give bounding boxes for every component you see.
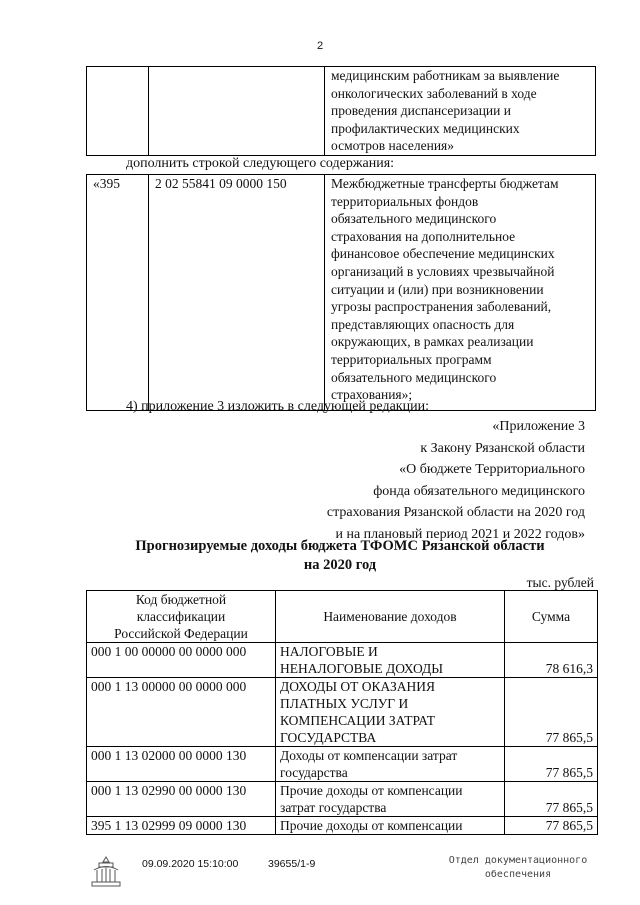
appendix-header <box>327 416 585 545</box>
cell-line: ситуации и (или) при возникновении <box>331 281 544 297</box>
cell-sum: 77 865,5 <box>505 817 598 835</box>
footer-dept-line: Отдел документационного <box>448 855 588 866</box>
table-row <box>87 678 598 747</box>
cell-line: осмотров населения» <box>331 138 455 154</box>
header-line: Код бюджетной <box>135 592 227 607</box>
section-heading <box>0 537 640 575</box>
table-row <box>87 782 598 817</box>
appendix-line: «Приложение 3 <box>492 419 585 434</box>
cell-name <box>276 782 505 817</box>
cell-sum: 78 616,3 <box>505 643 598 678</box>
table-cell <box>325 67 596 156</box>
appendix-line: «О бюджете Территориального <box>399 462 585 477</box>
emblem-icon <box>88 854 124 888</box>
cell-line: КОМПЕНСАЦИИ ЗАТРАТ <box>280 713 436 728</box>
cell-line: ПЛАТНЫХ УСЛУГ И <box>280 696 409 711</box>
cell-code: 000 1 00 00000 00 0000 000 <box>87 643 276 678</box>
table-row <box>87 817 598 835</box>
cell-line: страхования на дополнительное <box>331 228 516 244</box>
insert-note: дополнить строкой следующего содержания: <box>126 156 395 171</box>
footer-doc-number: 39655/1-9 <box>268 858 316 870</box>
footer-date: 09.09.2020 15:10:00 <box>142 858 239 870</box>
cell-line: организаций в условиях чрезвычайной <box>331 263 555 279</box>
cell-name <box>276 643 505 678</box>
cell-line: онкологических заболеваний в ходе <box>331 85 537 101</box>
cell-line: профилактических медицинских <box>331 120 520 136</box>
cell-line: представляющих опасность для <box>331 316 515 332</box>
cell-line: территориальных фондов <box>331 193 479 209</box>
footer-department <box>438 854 598 882</box>
cell-line: Доходы от компенсации затрат <box>280 748 458 763</box>
cell-line: проведения диспансеризации и <box>331 103 511 119</box>
units-label: тыс. рублей <box>526 575 594 590</box>
cell-sum: 77 865,5 <box>505 782 598 817</box>
heading-line: Прогнозируемые доходы бюджета ТФОМС Рязанской области <box>135 538 545 554</box>
cell-line: обязательного медицинского <box>331 211 497 227</box>
cell-code: 000 1 13 02990 00 0000 130 <box>87 782 276 817</box>
cell-line: Прочие доходы от компенсации <box>280 783 463 798</box>
cell-line: затрат государства <box>280 800 387 815</box>
revenue-table <box>86 590 598 835</box>
table-cell <box>149 67 325 156</box>
header-line: Российской Федерации <box>114 626 248 641</box>
appendix-line: к Закону Рязанской области <box>420 440 585 456</box>
table-row <box>87 175 596 411</box>
table-cell-kbk: 2 02 55841 09 0000 150 <box>149 175 325 411</box>
cell-line: Межбюджетные трансферты бюджетам <box>331 176 559 191</box>
cell-line: НЕНАЛОГОВЫЕ ДОХОДЫ <box>280 661 444 676</box>
cell-name <box>276 817 505 835</box>
appendix-line: и на плановый период 2021 и 2022 годов» <box>335 526 585 542</box>
header-line: классификации <box>136 609 226 624</box>
cell-line: угрозы распространения заболеваний, <box>331 299 552 315</box>
cell-line: страхования»; <box>331 387 413 403</box>
document-footer <box>88 854 598 894</box>
cell-sum: 77 865,5 <box>505 678 598 747</box>
cell-line: НАЛОГОВЫЕ И <box>280 644 378 659</box>
table-row <box>87 643 598 678</box>
cell-line: медицинским работникам за выявление <box>331 68 560 83</box>
header-sum: Сумма <box>505 591 598 643</box>
appendix-line: страхования Рязанской области на 2020 год <box>326 505 585 520</box>
appendix-line: фонда обязательного медицинского <box>373 483 585 499</box>
cell-line: государства <box>280 765 348 780</box>
header-code <box>87 591 276 643</box>
table-cell <box>87 67 149 156</box>
header-name: Наименование доходов <box>276 591 505 643</box>
cell-line: территориальных программ <box>331 351 492 367</box>
table-header-row <box>87 591 598 643</box>
instruction-text: 4) приложение 3 изложить в следующей редакции: <box>126 399 429 414</box>
cell-sum: 77 865,5 <box>505 747 598 782</box>
heading-line: на 2020 год <box>303 557 377 573</box>
footer-dept-line: обеспечения <box>484 869 552 880</box>
cell-code: 000 1 13 00000 00 0000 000 <box>87 678 276 747</box>
budget-table-continuation <box>86 66 596 156</box>
cell-name <box>276 747 505 782</box>
table-row <box>87 747 598 782</box>
budget-table-new-row <box>86 174 596 411</box>
cell-code: 395 1 13 02999 09 0000 130 <box>87 817 276 835</box>
cell-line: ГОСУДАРСТВА <box>280 730 377 745</box>
cell-name <box>276 678 505 747</box>
cell-line: обязательного медицинского <box>331 369 497 385</box>
table-cell-description <box>325 175 596 411</box>
cell-line: Прочие доходы от компенсации <box>280 818 463 833</box>
table-row <box>87 67 596 156</box>
cell-line: финансовое обеспечение медицинских <box>331 246 555 262</box>
table-cell-code: «395 <box>87 175 149 411</box>
page-number: 2 <box>316 40 324 52</box>
cell-line: ДОХОДЫ ОТ ОКАЗАНИЯ <box>280 679 435 694</box>
cell-code: 000 1 13 02000 00 0000 130 <box>87 747 276 782</box>
cell-line: окружающих, в рамках реализации <box>331 334 534 350</box>
